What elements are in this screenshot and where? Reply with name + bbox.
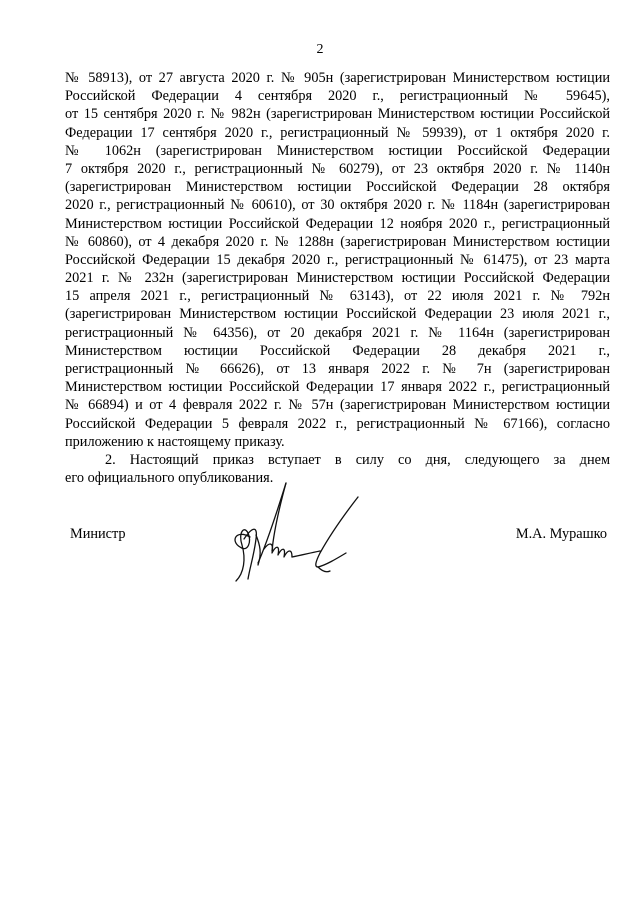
text-line: Министерством юстиции Российской Федерации 12 ноября 2020 г., регистрационный xyxy=(65,215,610,232)
text-line: приложению к настоящему приказу. xyxy=(65,433,285,450)
text-line: 2020 г., регистрационный № 60610), от 30 октября 2020 г. № 1184н (зарегистрирован xyxy=(65,197,610,214)
text-line: Федерации 17 сентября 2020 г., регистрационный № 59939), от 1 октября 2020 г. xyxy=(65,124,610,141)
document-body xyxy=(65,69,610,487)
text-line: (зарегистрирован Министерством юстиции Российской Федерации 28 октября xyxy=(65,179,610,196)
text-line: Министерством юстиции Российской Федерации 17 января 2022 г., регистрационный xyxy=(65,379,610,396)
text-line: Российской Федерации 15 декабря 2020 г., регистрационный № 61475), от 23 марта xyxy=(65,251,610,268)
text-line: № 58913), от 27 августа 2020 г. № 905н (зарегистрирован Министерством юстиции xyxy=(65,70,610,86)
text-line: № 60860), от 4 декабря 2020 г. № 1288н (зарегистрирован Министерством юстиции xyxy=(65,233,610,250)
paragraph-1 xyxy=(65,69,610,451)
signature-block xyxy=(0,470,640,600)
text-line: 7 октября 2020 г., регистрационный № 60279), от 23 октября 2020 г. № 1140н xyxy=(65,160,610,177)
text-line: № 1062н (зарегистрирован Министерством юстиции Российской Федерации xyxy=(65,142,610,159)
text-line: регистрационный № 66626), от 13 января 2022 г. № 7н (зарегистрирован xyxy=(65,361,610,377)
text-line: регистрационный № 64356), от 20 декабря 2021 г. № 1164н (зарегистрирован xyxy=(65,324,610,341)
handwritten-signature xyxy=(222,475,362,590)
page-number: 2 xyxy=(316,42,324,57)
text-line: от 15 сентября 2020 г. № 982н (зарегистрирован Министерством юстиции Российской xyxy=(65,106,610,123)
text-line: Министерством юстиции Российской Федерации 28 декабря 2021 г., xyxy=(65,342,610,359)
text-line: Российской Федерации 4 сентября 2020 г., регистрационный № 59645), xyxy=(65,88,610,105)
text-line: его официального опубликования. xyxy=(65,470,274,487)
text-line: 2. Настоящий приказ вступает в силу со дня, следующего за днем xyxy=(105,451,610,468)
text-line: 2021 г. № 232н (зарегистрирован Министерством юстиции Российской Федерации xyxy=(65,270,610,287)
text-line: № 66894) и от 4 февраля 2022 г. № 57н (зарегистрирован Министерством юстиции xyxy=(65,397,610,414)
signatory-title: Министр xyxy=(70,526,126,542)
text-line: (зарегистрирован Министерством юстиции Российской Федерации 23 июля 2021 г., xyxy=(65,306,610,323)
text-line: Российской Федерации 5 февраля 2022 г., регистрационный № 67166), согласно xyxy=(65,415,610,432)
text-line: 15 апреля 2021 г., регистрационный № 63143), от 22 июля 2021 г. № 792н xyxy=(65,288,610,305)
signatory-name: М.А. Мурашко xyxy=(515,526,607,542)
